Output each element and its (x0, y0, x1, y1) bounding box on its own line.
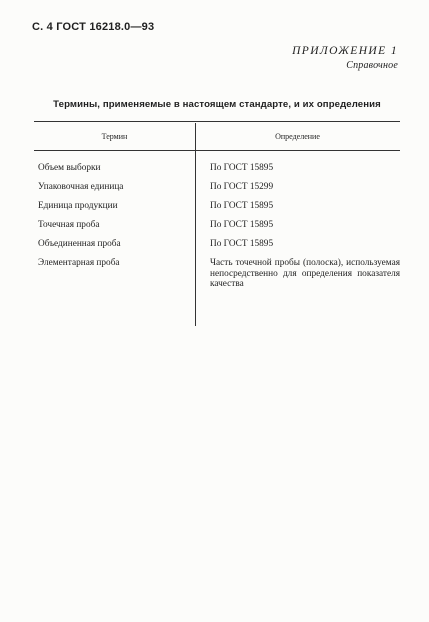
header-term: Термин (101, 131, 128, 141)
term-cell: Элементарная проба (38, 258, 120, 268)
definition-cell: По ГОСТ 15895 (210, 163, 274, 173)
definition-cell: По ГОСТ 15895 (210, 239, 274, 249)
document-title: Термины, применяемые в настоящем стандарте, и их определения (53, 99, 381, 110)
term-cell: Упаковочная единица (38, 182, 124, 192)
appendix-subtitle: Справочное (346, 60, 398, 71)
term-cell: Единица продукции (38, 201, 118, 211)
table-row (34, 239, 400, 258)
appendix-title: ПРИЛОЖЕНИЕ 1 (292, 45, 398, 57)
table-row (34, 201, 400, 220)
table-row (34, 182, 400, 201)
term-cell: Точечная проба (38, 220, 100, 230)
table-row (34, 163, 400, 182)
table-row (34, 220, 400, 239)
term-cell: Объединенная проба (38, 239, 121, 249)
term-cell: Объем выборки (38, 163, 101, 173)
definition-cell: По ГОСТ 15299 (210, 182, 274, 192)
definition-cell: По ГОСТ 15895 (210, 201, 274, 211)
definition-cell: Часть точечной пробы (полоска), используемая непосредственно для определения показателя качества (210, 258, 400, 290)
table-header-row (34, 122, 400, 150)
header-definition: Определение (275, 131, 320, 141)
terms-table (34, 121, 400, 290)
appendix-block (292, 45, 398, 71)
column-divider (195, 123, 196, 326)
table-body (34, 151, 400, 290)
page-header: С. 4 ГОСТ 16218.0—93 (32, 21, 155, 33)
table-row (34, 258, 400, 290)
definition-cell: По ГОСТ 15895 (210, 220, 274, 230)
